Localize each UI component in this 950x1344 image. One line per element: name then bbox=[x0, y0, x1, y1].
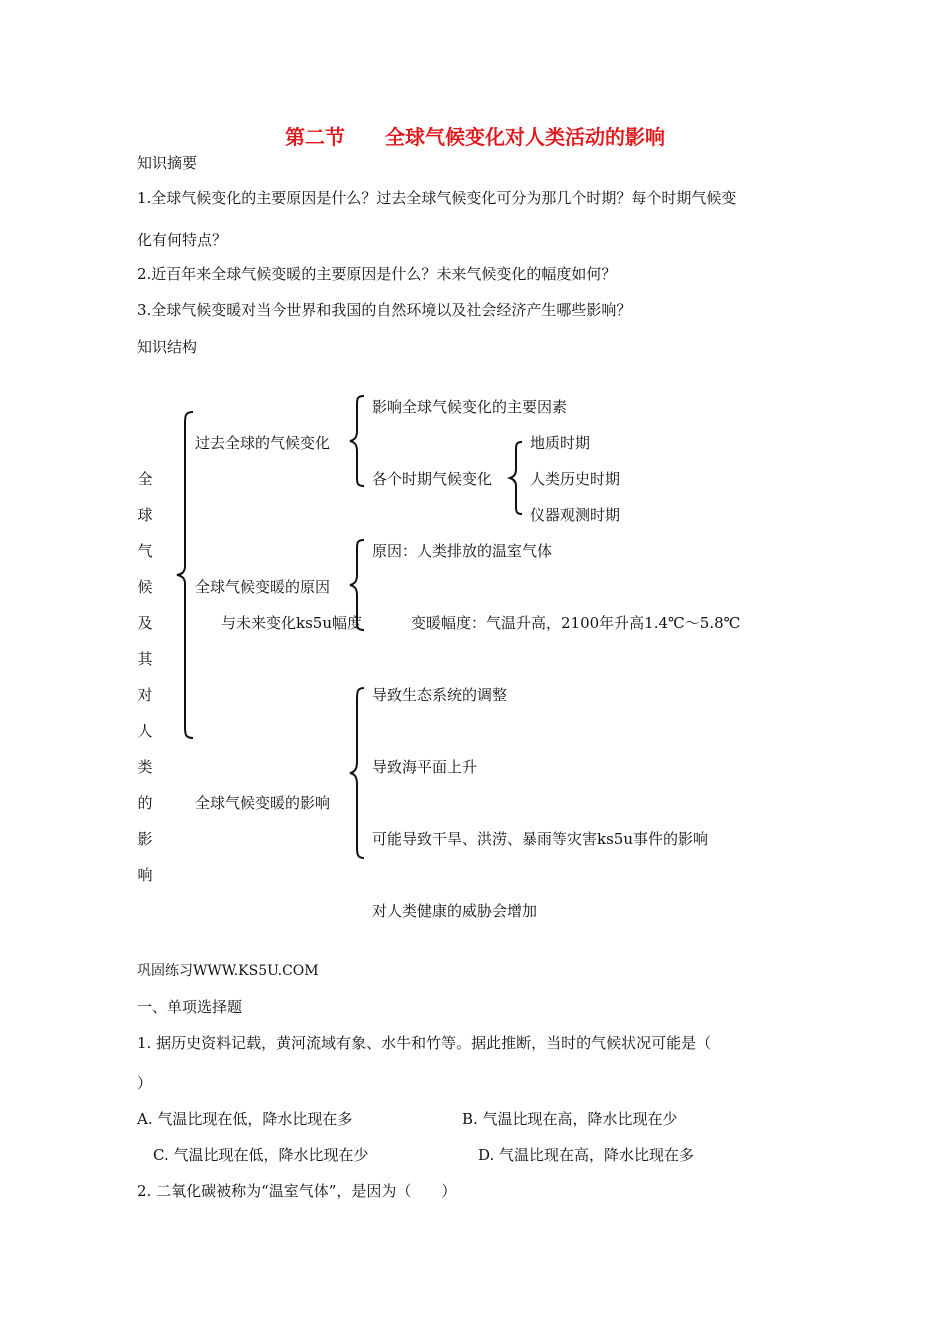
summary-question-1: 1.全球气候变化的主要原因是什么？过去全球气候变化可分为那几个时期？每个时期气候变 bbox=[137, 189, 737, 207]
impact-brace bbox=[350, 688, 364, 858]
section-title: 全球气候变化对人类活动的影响 bbox=[385, 125, 665, 149]
root-char: 响 bbox=[137, 866, 153, 884]
main-brace bbox=[177, 412, 193, 738]
past-climate-label: 过去全球的气候变化 bbox=[195, 434, 331, 452]
root-char: 及 bbox=[137, 614, 153, 632]
practice-heading: 巩固练习WWW.KS5U.COM bbox=[137, 963, 319, 979]
question-1: 1. 据历史资料记载，黄河流域有象、水牛和竹等。据此推断，当时的气候状况可能是（ bbox=[137, 1034, 712, 1052]
structure-heading: 知识结构 bbox=[137, 338, 198, 356]
past-brace bbox=[350, 396, 364, 486]
summary-question-2: 2.近百年来全球气候变暖的主要原因是什么？未来气候变化的幅度如何？ bbox=[137, 265, 617, 283]
option-c: C. 气温比现在低，降水比现在少 bbox=[153, 1146, 369, 1164]
option-a: A. 气温比现在低，降水比现在多 bbox=[137, 1110, 353, 1128]
impact-health: 对人类健康的威胁会增加 bbox=[372, 902, 538, 920]
impact-disasters: 可能导致干旱、洪涝、暴雨等灾害ks5u事件的影响 bbox=[372, 830, 708, 848]
root-char: 的 bbox=[137, 794, 153, 812]
question-2: 2. 二氧化碳被称为“温室气体”，是因为（ ） bbox=[137, 1182, 457, 1200]
warming-range-node: 变暖幅度：气温升高，2100年升高1.4℃～5.8℃ bbox=[411, 614, 741, 632]
impact-sea-level: 导致海平面上升 bbox=[372, 758, 478, 776]
periods-node: 各个时期气候变化 bbox=[372, 470, 493, 488]
root-char: 球 bbox=[137, 506, 153, 524]
period-geological: 地质时期 bbox=[530, 434, 591, 452]
warming-cause-node: 原因：人类排放的温室气体 bbox=[372, 542, 553, 560]
summary-heading: 知识摘要 bbox=[137, 154, 198, 172]
root-char: 人 bbox=[137, 722, 153, 740]
root-char: 类 bbox=[137, 758, 153, 776]
section-number: 第二节 bbox=[285, 125, 345, 149]
question-1-continued: ） bbox=[137, 1074, 153, 1092]
period-historical: 人类历史时期 bbox=[530, 470, 621, 488]
summary-question-3: 3.全球气候变暖对当今世界和我国的自然环境以及社会经济产生哪些影响？ bbox=[137, 301, 632, 319]
impact-ecosystem: 导致生态系统的调整 bbox=[372, 686, 508, 704]
root-char: 候 bbox=[137, 578, 153, 596]
root-char: 气 bbox=[137, 542, 153, 560]
warming-future-label: 与未来变化ks5u幅度 bbox=[221, 614, 362, 632]
root-char: 全 bbox=[137, 470, 153, 488]
root-char: 影 bbox=[137, 830, 153, 848]
warming-impact-label: 全球气候变暖的影响 bbox=[195, 794, 331, 812]
section-single-choice: 一、单项选择题 bbox=[137, 998, 243, 1016]
root-char: 对 bbox=[137, 686, 153, 704]
warming-cause-label: 全球气候变暖的原因 bbox=[195, 578, 331, 596]
option-b: B. 气温比现在高，降水比现在少 bbox=[462, 1110, 678, 1128]
periods-brace bbox=[510, 442, 522, 514]
summary-question-1-continued: 化有何特点？ bbox=[137, 231, 228, 249]
root-char: 其 bbox=[137, 650, 153, 668]
period-instrumental: 仪器观测时期 bbox=[530, 506, 621, 524]
option-d: D. 气温比现在高，降水比现在多 bbox=[478, 1146, 695, 1164]
main-factors-node: 影响全球气候变化的主要因素 bbox=[372, 398, 568, 416]
